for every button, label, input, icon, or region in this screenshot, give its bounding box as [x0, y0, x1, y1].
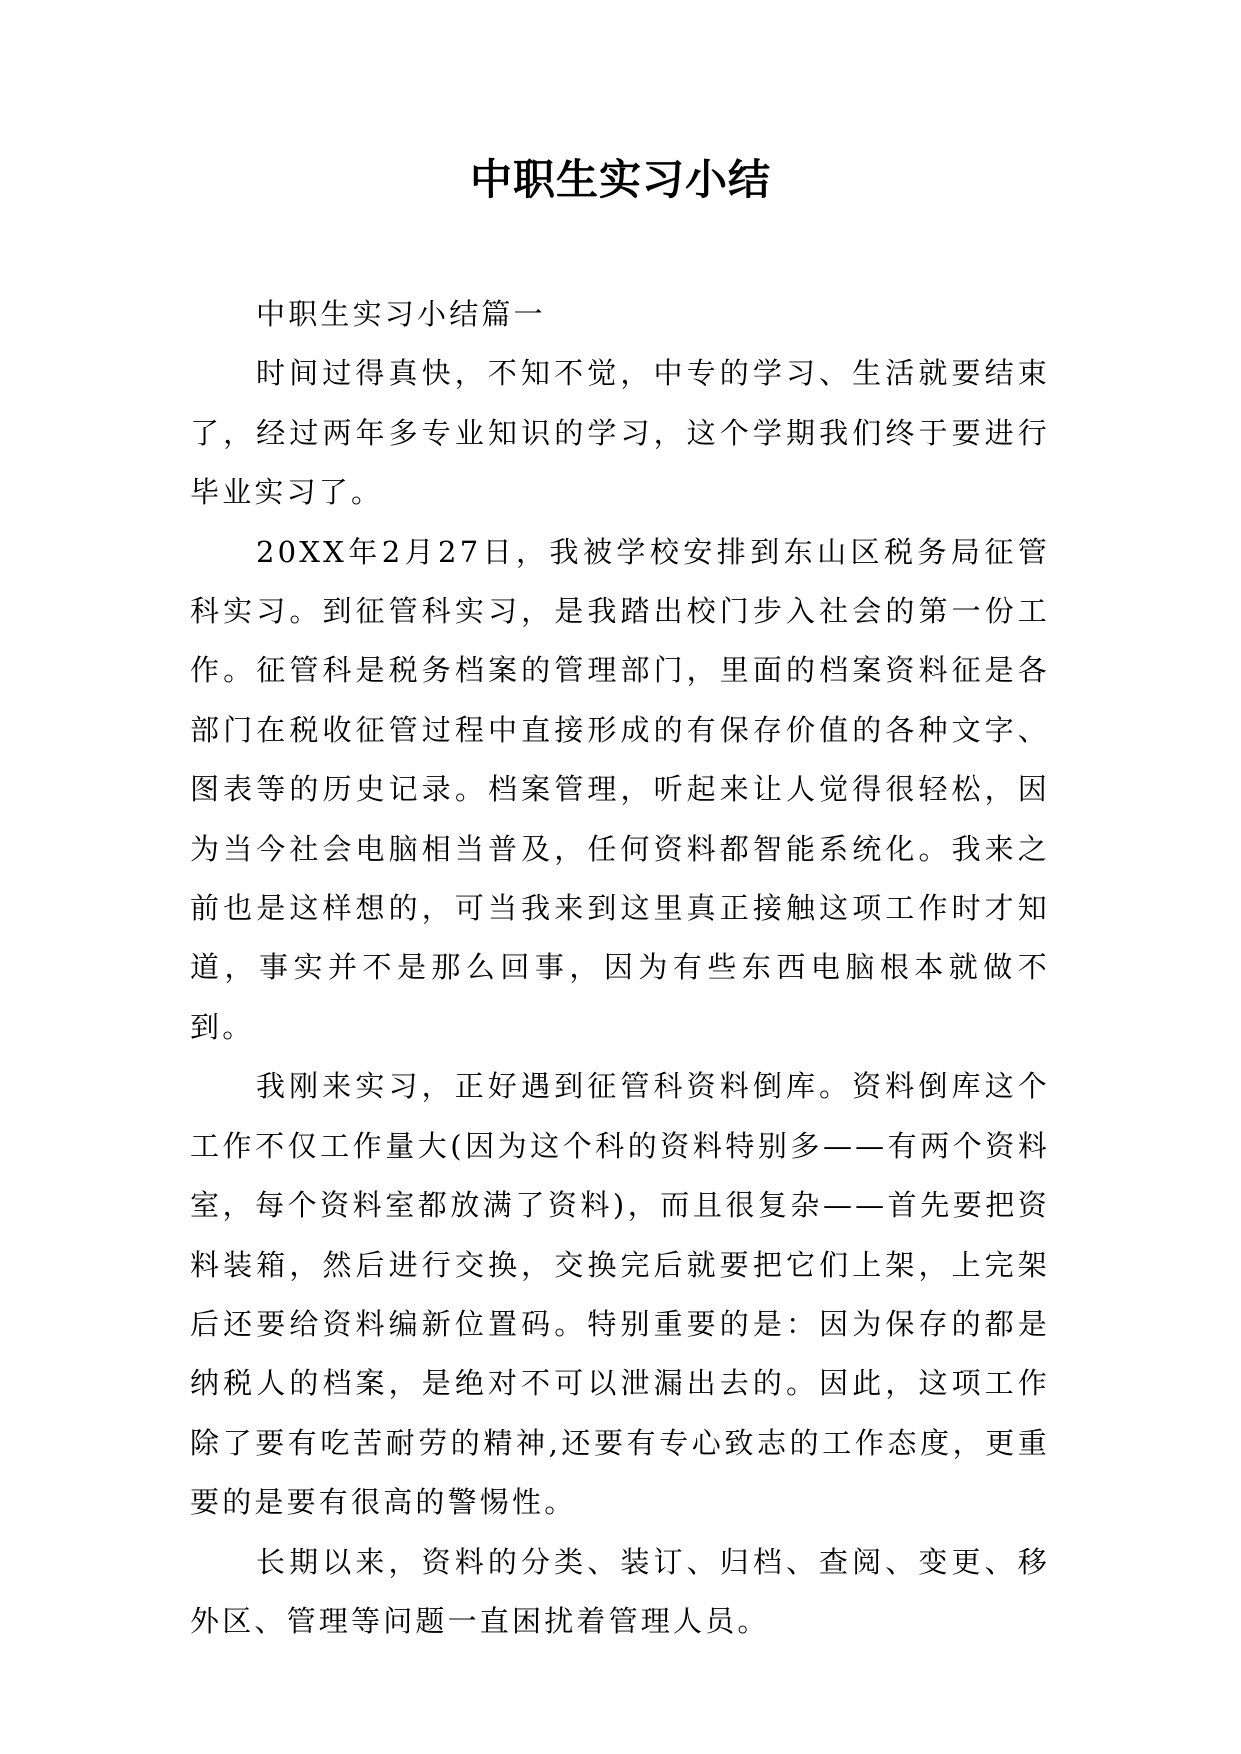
section-heading: 中职生实习小结篇一	[256, 297, 546, 331]
paragraph-2: 20XX年2月27日，我被学校安排到东山区税务局征管科实习。到征管科实习，是我踏出校门步入社会的第一份工作。征管科是税务档案的管理部门，里面的档案资料征是各部门在税收征管过程中直接形成的有保存价值的各种文字、图表等的历史记录。档案管理，听起来让人觉得很轻松，因为当今社会电脑相当普及，任何资料都智能系统化。我来之前也是这样想的，可当我来到这里真正接触这项工作时才知道，事实并不是那么回事，因为有些东西电脑根本就做不到。	[190, 534, 1050, 1044]
paragraph-1: 时间过得真快，不知不觉，中专的学习、生活就要结束了，经过两年多专业知识的学习，这个学期我们终于要进行毕业实习了。	[190, 356, 1050, 510]
document-title: 中职生实习小结	[469, 155, 771, 204]
document-body	[190, 285, 1050, 1651]
paragraph-3: 我刚来实习，正好遇到征管科资料倒库。资料倒库这个工作不仅工作量大(因为这个科的资料特别多——有两个资料室，每个资料室都放满了资料)，而且很复杂——首先要把资料装箱，然后进行交换，交换完后就要把它们上架，上完架后还要给资料编新位置码。特别重要的是：因为保存的都是纳税人的档案，是绝对不可以泄漏出去的。因此，这项工作除了要有吃苦耐劳的精神,还要有专心致志的工作态度，更重要的是要有很高的警惕性。	[190, 1069, 1050, 1520]
paragraph-4: 长期以来，资料的分类、装订、归档、查阅、变更、移外区、管理等问题一直困扰着管理人员。	[190, 1544, 1050, 1638]
